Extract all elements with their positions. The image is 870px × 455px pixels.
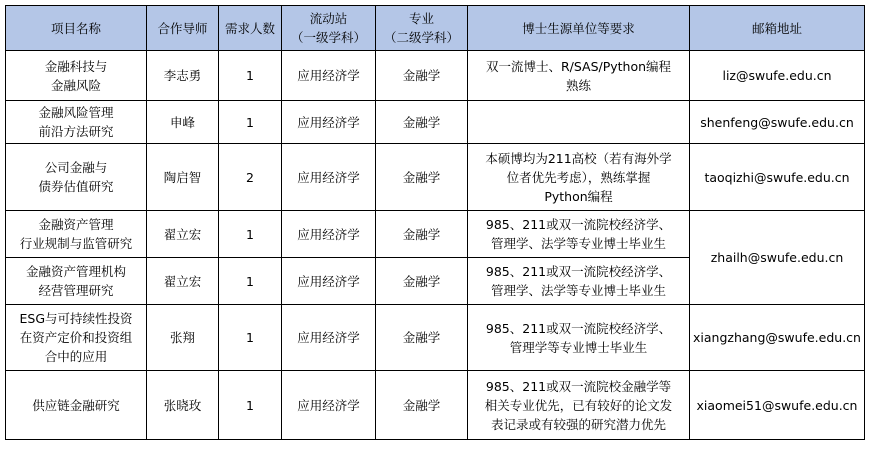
supervisor-cell: 陶启智 [147, 144, 219, 211]
requirement-line: 熟练 [565, 77, 591, 93]
requirement-line: 985、211或双一流院校经济学、 [485, 217, 672, 232]
project-line: 金融资产管理机构 [25, 264, 126, 279]
requirement-cell [468, 144, 690, 211]
station-cell: 应用经济学 [282, 371, 376, 440]
header-row [6, 6, 865, 51]
project-line: 行业规制与监管研究 [19, 236, 133, 251]
count-cell: 1 [219, 371, 282, 440]
project-cell [6, 144, 147, 211]
station-cell: 应用经济学 [282, 305, 376, 371]
requirement-line: 相关专业优先，已有较好的论文发 [484, 397, 673, 413]
station-cell: 应用经济学 [282, 258, 376, 305]
project-cell [6, 258, 147, 305]
supervisor-cell: 翟立宏 [147, 258, 219, 305]
count-cell: 1 [219, 51, 282, 101]
header-email-label: 邮箱地址 [751, 20, 802, 36]
project-line: 金融风险 [50, 77, 101, 93]
requirement-line: 管理学、法学等专业博士毕业生 [490, 236, 666, 251]
major-cell: 金融学 [376, 51, 468, 101]
project-cell [6, 211, 147, 258]
email-cell: xiaomei51@swufe.edu.cn [690, 371, 865, 440]
requirement-cell [468, 305, 690, 371]
header-project-label: 项目名称 [50, 20, 101, 36]
project-line: 金融资产管理 [38, 217, 114, 232]
project-line: 经营管理研究 [38, 283, 114, 298]
table-row [6, 371, 865, 440]
header-supervisor [147, 6, 219, 51]
project-line: 公司金融与 [44, 160, 108, 175]
count-cell: 2 [219, 144, 282, 211]
major-cell: 金融学 [376, 258, 468, 305]
requirement-cell [468, 258, 690, 305]
project-line: 金融科技与 [44, 58, 108, 74]
table-row [6, 51, 865, 101]
supervisor-cell: 申峰 [147, 101, 219, 144]
requirement-line: 985、211或双一流院校金融学等 [485, 378, 672, 394]
header-requirement [468, 6, 690, 51]
requirement-line: Python编程 [544, 188, 613, 204]
header-major-line1: 专业 [408, 11, 434, 26]
project-line: 合中的应用 [44, 349, 108, 364]
project-cell [6, 51, 147, 101]
requirement-line: 管理学、法学等专业博士毕业生 [490, 283, 666, 298]
table-row [6, 144, 865, 211]
requirement-line: 双一流博士、R/SAS/Python编程 [485, 58, 672, 74]
requirement-line: 位者优先考虑），熟练掌握 [506, 169, 651, 185]
station-cell: 应用经济学 [282, 211, 376, 258]
project-line: 在资产定价和投资组 [19, 330, 133, 345]
header-project [6, 6, 147, 51]
project-line: 金融风险管理 [38, 105, 114, 120]
station-cell: 应用经济学 [282, 101, 376, 144]
station-cell: 应用经济学 [282, 144, 376, 211]
table-row [6, 211, 865, 258]
postdoc-positions-table [5, 5, 865, 440]
requirement-cell [468, 101, 690, 144]
header-major-line2: （二级学科） [383, 30, 459, 45]
project-line: 前沿方法研究 [38, 124, 114, 139]
requirement-cell [468, 371, 690, 440]
requirement-line: 本硕博均为211高校（若有海外学 [485, 150, 672, 166]
major-cell: 金融学 [376, 101, 468, 144]
count-cell: 1 [219, 258, 282, 305]
requirement-line: 表记录或有较强的研究潜力优先 [490, 416, 666, 432]
header-station [282, 6, 376, 51]
supervisor-cell: 李志勇 [147, 51, 219, 101]
major-cell: 金融学 [376, 144, 468, 211]
requirement-line: 管理学等专业博士毕业生 [509, 339, 648, 355]
header-station-line2: （一级学科） [290, 30, 366, 45]
project-line: 债券估值研究 [38, 179, 114, 194]
header-count-label: 需求人数 [224, 20, 275, 36]
table-row [6, 101, 865, 144]
email-cell: xiangzhang@swufe.edu.cn [690, 305, 865, 371]
major-cell: 金融学 [376, 305, 468, 371]
email-cell: shenfeng@swufe.edu.cn [690, 101, 865, 144]
project-line: ESG与可持续性投资 [19, 311, 133, 326]
project-cell [6, 101, 147, 144]
requirement-line: 985、211或双一流院校经济学、 [485, 320, 672, 336]
header-requirement-label: 博士生源单位等要求 [522, 20, 635, 36]
email-cell: zhailh@swufe.edu.cn [690, 211, 865, 305]
count-cell: 1 [219, 101, 282, 144]
header-supervisor-label: 合作导师 [157, 20, 208, 36]
requirement-cell [468, 51, 690, 101]
project-cell: 供应链金融研究 [6, 371, 147, 440]
supervisor-cell: 张晓玫 [147, 371, 219, 440]
supervisor-cell: 张翔 [147, 305, 219, 371]
project-cell [6, 305, 147, 371]
count-cell: 1 [219, 305, 282, 371]
station-cell: 应用经济学 [282, 51, 376, 101]
header-email [690, 6, 865, 51]
header-count [219, 6, 282, 51]
major-cell: 金融学 [376, 371, 468, 440]
supervisor-cell: 翟立宏 [147, 211, 219, 258]
email-cell: taoqizhi@swufe.edu.cn [690, 144, 865, 211]
email-cell: liz@swufe.edu.cn [690, 51, 865, 101]
header-major [376, 6, 468, 51]
table-row [6, 305, 865, 371]
count-cell: 1 [219, 211, 282, 258]
header-station-line1: 流动站 [309, 11, 348, 26]
major-cell: 金融学 [376, 211, 468, 258]
requirement-line: 985、211或双一流院校经济学、 [485, 264, 672, 279]
requirement-cell [468, 211, 690, 258]
